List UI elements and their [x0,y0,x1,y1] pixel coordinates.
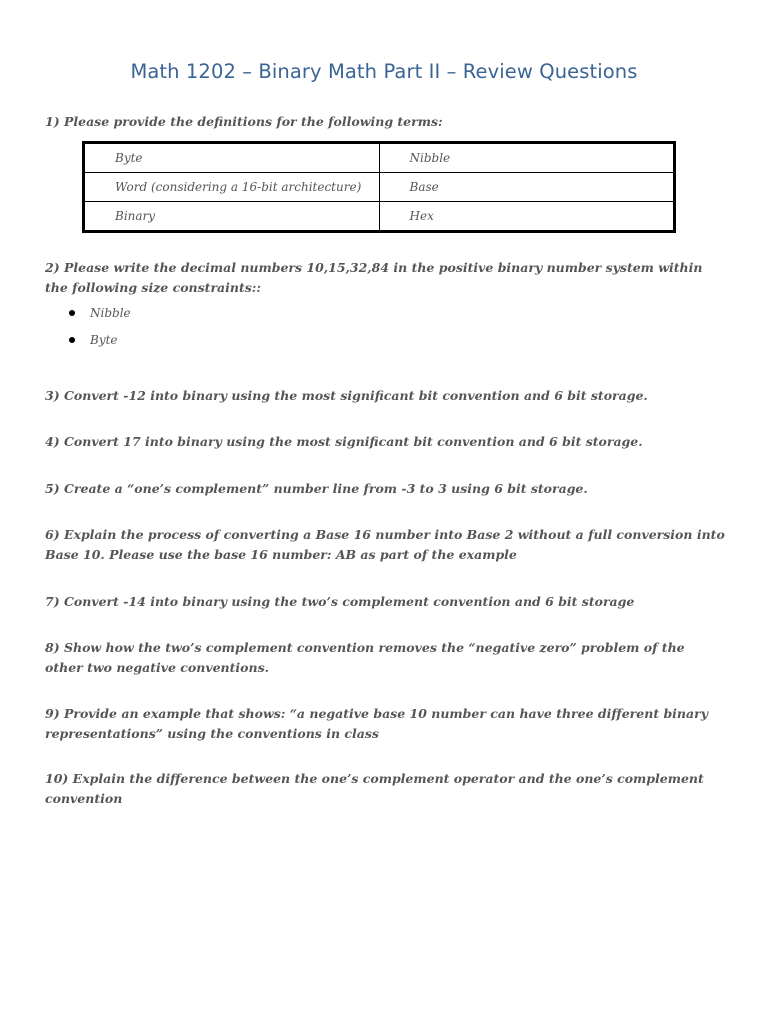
list-item [45,330,131,357]
table-cell: Binary [84,202,380,232]
list-item-label: Byte [90,333,118,347]
question-4: 4) Convert 17 into binary using the most significant bit convention and 6 bit storage. [45,434,643,449]
table-cell: Nibble [379,143,675,173]
table-cell: Base [379,173,675,202]
question-3: 3) Convert -12 into binary using the most significant bit convention and 6 bit storage. [45,388,648,403]
question-9: 9) Provide an example that shows: “a negative base 10 number can have three different binary representations” using the conventions in class [45,706,708,741]
table-row [84,202,675,232]
bullet-list [45,303,131,357]
table-row [84,143,675,173]
question-5: 5) Create a “one’s complement” number line from -3 to 3 using 6 bit storage. [45,481,588,496]
question-8: 8) Show how the two’s complement convention removes the “negative zero” problem of the other two negative conventions. [45,640,685,675]
question-7: 7) Convert -14 into binary using the two’s complement convention and 6 bit storage [45,594,635,609]
table-row [84,173,675,202]
terms-table [82,141,676,233]
question-2: 2) Please write the decimal numbers 10,15,32,84 in the positive binary number system within the following size constraints:: [45,260,703,295]
table-cell: Hex [379,202,675,232]
bullet-icon [69,310,75,316]
question-1: 1) Please provide the definitions for the following terms: [45,114,443,129]
document-title: Math 1202 – Binary Math Part II – Review Questions [130,60,638,83]
question-10: 10) Explain the difference between the one’s complement operator and the one’s complement convention [45,771,704,806]
list-item-label: Nibble [90,306,131,320]
bullet-icon [69,337,75,343]
table-cell: Word (considering a 16-bit architecture) [84,173,380,202]
list-item [45,303,131,330]
table-cell: Byte [84,143,380,173]
question-6: 6) Explain the process of converting a Base 16 number into Base 2 without a full conversion into Base 10. Please use the base 16 number: AB as part of the example [45,527,725,562]
